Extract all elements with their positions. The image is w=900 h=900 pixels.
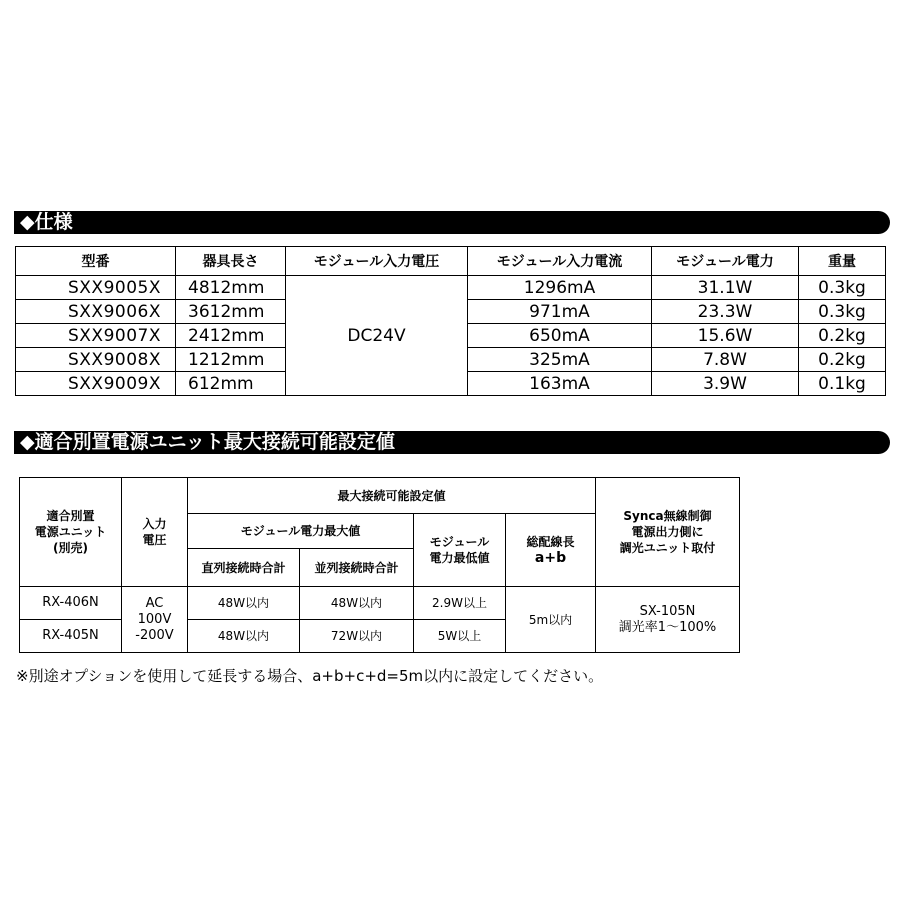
current-cell: 650mA bbox=[468, 324, 652, 348]
spec-table bbox=[15, 246, 886, 396]
weight-cell: 0.3kg bbox=[799, 276, 886, 300]
current-cell: 1296mA bbox=[468, 276, 652, 300]
series-cell: 48W以内 bbox=[188, 620, 300, 653]
power-cell: 23.3W bbox=[652, 300, 799, 324]
spec-section-title: ◆仕様 bbox=[20, 211, 73, 233]
synca-cell: SX-105N 調光率1〜100% bbox=[596, 587, 740, 653]
parallel-cell: 72W以内 bbox=[300, 620, 414, 653]
power-cell: 3.9W bbox=[652, 372, 799, 396]
header-power: モジュール電力 bbox=[652, 247, 799, 276]
max-setting-header: 最大接続可能設定値 bbox=[188, 478, 596, 514]
connection-section-header bbox=[14, 431, 890, 454]
weight-cell: 0.3kg bbox=[799, 300, 886, 324]
unit-cell: RX-405N bbox=[20, 620, 122, 653]
parallel-total-header: 並列接続時合計 bbox=[300, 549, 414, 587]
model-cell: SXX9006X bbox=[16, 300, 176, 324]
length-cell: 5m以内 bbox=[506, 587, 596, 653]
connection-table bbox=[19, 477, 740, 653]
footnote: ※別途オプションを使用して延長する場合、a+b+c+d=5m以内に設定してください。 bbox=[16, 667, 604, 685]
module-min-header: モジュール 電力最低値 bbox=[414, 514, 506, 587]
length-cell: 1212mm bbox=[176, 348, 286, 372]
header-voltage: モジュール入力電圧 bbox=[286, 247, 468, 276]
header-length: 器具長さ bbox=[176, 247, 286, 276]
input-voltage-header: 入力 電圧 bbox=[122, 478, 188, 587]
table-row bbox=[16, 276, 886, 300]
conn-header-row-1 bbox=[20, 478, 740, 514]
header-model: 型番 bbox=[16, 247, 176, 276]
length-cell: 2412mm bbox=[176, 324, 286, 348]
weight-cell: 0.2kg bbox=[799, 324, 886, 348]
min-cell: 5W以上 bbox=[414, 620, 506, 653]
current-cell: 971mA bbox=[468, 300, 652, 324]
model-cell: SXX9005X bbox=[16, 276, 176, 300]
unit-cell: RX-406N bbox=[20, 587, 122, 620]
weight-cell: 0.2kg bbox=[799, 348, 886, 372]
power-cell: 7.8W bbox=[652, 348, 799, 372]
model-cell: SXX9008X bbox=[16, 348, 176, 372]
current-cell: 325mA bbox=[468, 348, 652, 372]
header-current: モジュール入力電流 bbox=[468, 247, 652, 276]
series-total-header: 直列接続時合計 bbox=[188, 549, 300, 587]
spec-section-header bbox=[14, 211, 890, 234]
voltage-cell: DC24V bbox=[286, 276, 468, 396]
connection-section-title: ◆適合別置電源ユニット最大接続可能設定値 bbox=[20, 431, 395, 453]
synca-header: Synca無線制御 電源出力側に 調光ユニット取付 bbox=[596, 478, 740, 587]
length-cell: 3612mm bbox=[176, 300, 286, 324]
total-length-header: 総配線長 a+b bbox=[506, 514, 596, 587]
power-cell: 31.1W bbox=[652, 276, 799, 300]
min-cell: 2.9W以上 bbox=[414, 587, 506, 620]
series-cell: 48W以内 bbox=[188, 587, 300, 620]
module-max-header: モジュール電力最大値 bbox=[188, 514, 414, 549]
unit-header: 適合別置 電源ユニット (別売) bbox=[20, 478, 122, 587]
table-row bbox=[20, 587, 740, 620]
parallel-cell: 48W以内 bbox=[300, 587, 414, 620]
current-cell: 163mA bbox=[468, 372, 652, 396]
length-cell: 4812mm bbox=[176, 276, 286, 300]
input-voltage-cell: AC 100V -200V bbox=[122, 587, 188, 653]
header-weight: 重量 bbox=[799, 247, 886, 276]
power-cell: 15.6W bbox=[652, 324, 799, 348]
spec-header-row bbox=[16, 247, 886, 276]
weight-cell: 0.1kg bbox=[799, 372, 886, 396]
model-cell: SXX9007X bbox=[16, 324, 176, 348]
model-cell: SXX9009X bbox=[16, 372, 176, 396]
length-cell: 612mm bbox=[176, 372, 286, 396]
